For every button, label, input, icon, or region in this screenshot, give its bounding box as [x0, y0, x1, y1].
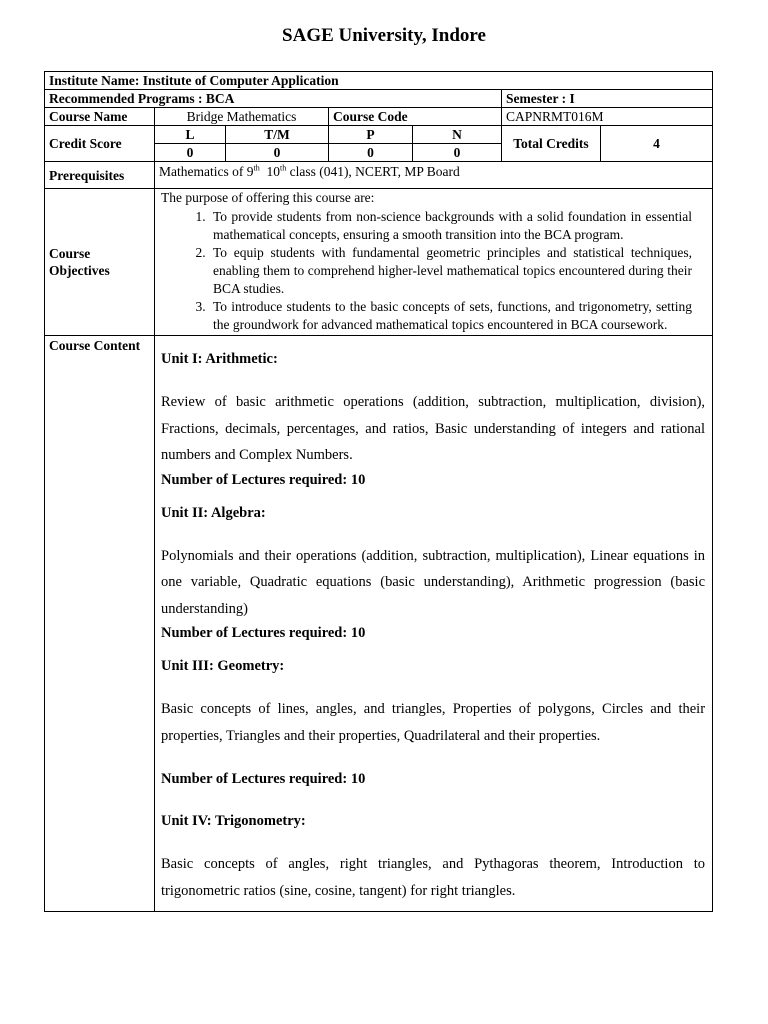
unit-lectures: Number of Lectures required: 10	[161, 471, 366, 488]
credit-col-l: L	[155, 126, 226, 144]
objective-item: 3. To introduce students to the basic concepts of sets, functions, and trigonometry, setting the groundwork for advanced mathematical topics encountered in BCA coursework.	[209, 298, 692, 334]
course-content-label: Course Content	[45, 336, 155, 912]
unit-heading: Unit IV: Trigonometry:	[161, 813, 306, 829]
credit-col-n: N	[413, 126, 502, 144]
unit-text: Polynomials and their operations (addition, subtraction, multiplication), Linear equations in one variable, Quadratic equations (basic understanding), Arithmetic progression (basic understanding)	[161, 547, 706, 617]
unit-lectures: Number of Lectures required: 10	[161, 625, 366, 641]
credit-score-label: Credit Score	[45, 126, 155, 162]
prerequisites-label: Prerequisites	[45, 162, 155, 189]
credit-val-n: 0	[413, 144, 502, 162]
course-code-value: CAPNRMT016M	[502, 108, 713, 126]
institute-name: Institute Name: Institute of Computer Application	[45, 72, 713, 90]
objectives-list	[161, 208, 692, 334]
unit-lectures: Number of Lectures required: 10	[161, 771, 366, 787]
page-title: SAGE University, Indore	[282, 25, 486, 46]
objectives-intro: The purpose of offering this course are:	[161, 190, 375, 205]
unit-text: Basic concepts of lines, angles, and triangles, Properties of polygons, Circles and their properties, Triangles and their properties, Quadrilateral and their properties.	[161, 701, 706, 744]
unit-text: Review of basic arithmetic operations (addition, subtraction, multiplication, division), Fractions, decimals, percentages, and ratios, Basic understanding of integers and rational numbers and Complex Numbers.	[161, 394, 706, 463]
recommended-programs: Recommended Programs : BCA	[45, 90, 502, 108]
course-name-label: Course Name	[45, 108, 155, 126]
credit-col-tm: T/M	[226, 126, 329, 144]
credit-val-l: 0	[155, 144, 226, 162]
course-code-label: Course Code	[329, 108, 502, 126]
course-name-value: Bridge Mathematics	[155, 108, 329, 126]
objective-item: 2. To equip students with fundamental geometric principles and statistical techniques, enabling them to comprehend higher-level mathematical topics encountered during their BCA studies.	[209, 244, 692, 298]
credit-val-p: 0	[329, 144, 413, 162]
credit-col-p: P	[329, 126, 413, 144]
total-credits-label: Total Credits	[502, 126, 601, 162]
unit-heading: Unit I: Arithmetic:	[161, 351, 278, 367]
course-content-body	[155, 336, 713, 912]
course-table	[44, 71, 712, 912]
unit-text: Basic concepts of angles, right triangles, and Pythagoras theorem, Introduction to trigonometric ratios (sine, cosine, tangent) for right triangles.	[161, 856, 706, 899]
total-credits-value: 4	[601, 126, 713, 162]
unit-heading: Unit II: Algebra:	[161, 504, 266, 521]
objectives-label: Course Objectives	[45, 189, 155, 336]
objectives-body	[155, 189, 713, 336]
credit-val-tm: 0	[226, 144, 329, 162]
unit-heading: Unit III: Geometry:	[161, 658, 285, 674]
semester: Semester : I	[502, 90, 713, 108]
objective-item: 1. To provide students from non-science backgrounds with a solid foundation in essential mathematical concepts, ensuring a smooth transition into the BCA program.	[209, 208, 692, 244]
prerequisites-value: Mathematics of 9th 10th class (041), NCERT, MP Board	[155, 162, 713, 189]
